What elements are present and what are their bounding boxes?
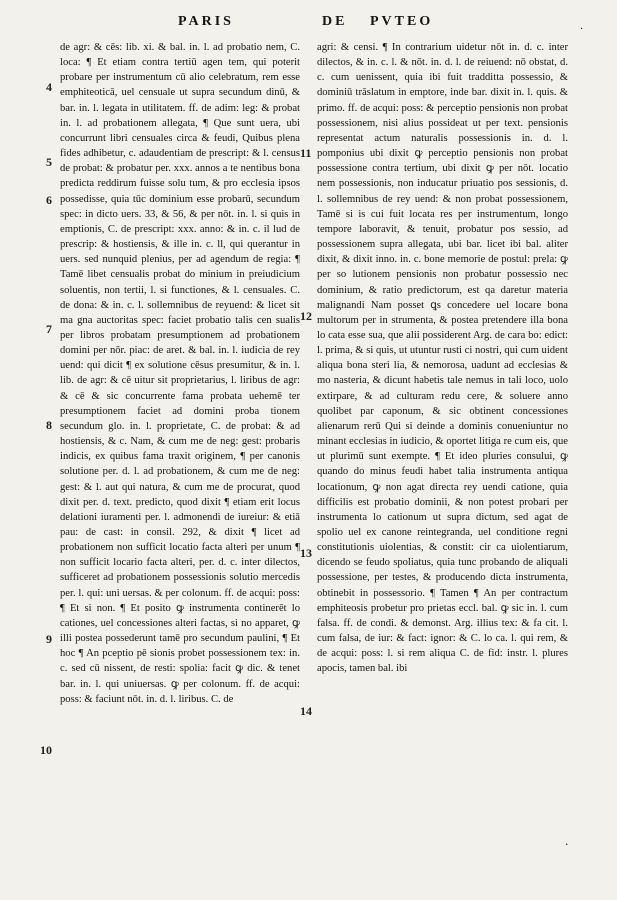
running-head-left: PARIS (178, 14, 234, 29)
right-column-text: agri: & censi. ¶ In contrarium uidetur nōt in. d. c. inter dilectos, & in. c. l. & nōt. in. d. l. de reiuend: nō obstat, d. c. cum uenissent, quia ibi fuit tradditta possessio, & dominiū trāslatum in emptore, inde bar. dixit in. l. quis. & primo. ff. de acqui: poss: & perceptio pensionis non probat possessionem, nisi alius possideat ut per text. pensionis representat actum naturalis possessionis in. d. l. pomponius ubi dixit ꝙ perceptio pensionis non probat possessione contra tertium, ubi dixit ꝙ per nōt. locatio nem possessionis, non inducatur priuatio pos sessionis, d. l. sollemnibus de rey uend: & non probat possessionem, Tamē si is cui fuit locata res per instrumentum, longo tempore laboravit, & tenuit, probatur pos sessio, ad possessionem supra allegata, ubi bar. licet ibi bal. aliter dixit, & dixit inno. in. c. bone memorie de postul: prela: ꝙ per so lutionem pensionis non probatur possessio nec dominium, & ratio predictorum, est qa daretur materia malignandi Nam posset ꝗs concedere uel locare bona multorum per in strumenta, & postea pretendere illa bona lo cata esse sua, que alii possiderent Arg. de cara bo: edict: l. prima, & si quis, ut utuntur rusti ci nostri, qui cum uident aliqua bona steri lia, & nemorosa, uadunt ad ecclesias & mo nasteria, & dicunt habetis tale nemus in tali loco, uolo extirpare, & ad culturam redu cere, & soluere anno quolibet par caponum, & sic obtinent concessiones alienarum rerū Qui si deinde a dominis conueniuntur no minant ecclesias in iudicio, & oportet litiga re cum eis, que ut plurimū sunt exempte. ¶ Et ideo pluries consului, ꝙ quando do minus feudi habet talia instrumenta antiqua locationum, ꝙ non agat directa rey uendi catione, quia difficilis est probatio dominii, & non potest probari per instrumenta lo cationum ut supra dictum, sed agat de spolio uel ex canone reintegranda, uel conditione regni constitutionis uiolentias, & constit: cir ca uiolentiarum, dicendo se feudo spoliatus, quia tunc probando de aliquali possessione, per testes, & producendo dicta instrumenta, obtinebit in possessorio. ¶ Tamen ¶ An per contractum emphiteosis probetur pro prietas eccl. bal. ꝙ sic in. l. cum falsa. ff. de condi. & demonst. Arg. illius tex: & fa cit. l. cum falsa, de iur: & fact: ignor: & C. lo ca. l. qui rem, & de acqui: poss: l. si rem aliqua C. de fid: instr. l. plures apocis, tamen bal. ibi (317, 42, 568, 675)
margin-number-7: 7 (46, 322, 52, 336)
corner-mark: · (580, 24, 584, 35)
margin-number-10: 10 (40, 743, 52, 757)
margin-number-11: 11 (300, 146, 312, 160)
margin-number-5: 5 (46, 155, 52, 169)
running-head-right: PVTEO (370, 14, 434, 29)
running-head (0, 8, 617, 34)
margin-number-13: 13 (300, 546, 312, 560)
left-column (60, 40, 300, 830)
right-column (317, 40, 568, 830)
footer-mark: · (565, 838, 569, 851)
left-column-text: de agr: & cēs: lib. xi. & bal. in. l. ad probatio nem, C. loca: ¶ Et etiam contra tertiū agen tem, qui poterit probare per instrumentum cū alio celebratum, rem esse emphiteoticā, uel censuale ut supra secundum dinū, & bar. in. l. legata in utilitatem. ff. de adim: leg: & probat in. l. ad probationem allegata, ¶ Que sunt uera, ubi concurrunt libri censuales circa & feudi, Quibus plena fides adhibetur, c. adaudentiam de prescript: & l. census de probat: & probatur per. xxx. annos a te nentibus bona predicta reddirum fuisse solu tum, & pro ecclesia ipsos possedisse, quia tūc dominium esse probarū, secundum spec: in dicto uers. 33, & 56, & per nōt. in. l. si quis in emptionis, C. de prescript: xxx. anno: & in. c. il lud de prescrip: & hostiensis, & ille in. c. ll, qui querantur in uers. sed nunquid plenius, per ad agendum de regia: ¶ Tamē libet censualis probat do minium in preiudicium soluentis, non tertii, l. si functiones, & l. censuales. C. de dona: & in. c. l. sollemnibus de reyuend: & licet sit ma gna auctoritas spec: faciet probatio talis cen sualis per libros probatam presumptionem ad probationem domini per nōr. piac: de aret. & bal. in. l. iudicia de rey uend: qui dicit ¶ ex solutione cēsus presumitur, & in. l. lib. de agr: & cē uitur sit proprietarius, l. liribus de agr: & cē & sic concurrente fama probata uehemē ter presumptionem faciet ad domini proba tionem secundum glo. in. l. proprietate, C. de probat: & ad hostiensis, & c. Nam, & cum me de neg: gest: probaris indicis, ex quibus fama traxit originem, ¶ per canonis solutione per. d. l. ad probationem, & cum me de neg: gest: & l. aut qui natura, & cum me de procurat, quod dixit per. d. text. predicto, quod dixit ¶ etiam erit locus delationi iuramenti per. l. admonendi de iureiur: & etiā pau: de cast: in consil. 292, & dixit ¶ licet ad probationem non sufficit locatio facta alteri per unum ¶ non sufficit locario facta alteri, per. d. c. inter dilectos, sufficeret ad probationem possessionis solutio mercedis per. l. qui: uni uersas. & per colonum. ff. de acqui: poss: ¶ Et si non. ¶ Et posito ꝙ instrumenta continerēt lo cationes, uel concessiones alteri factas, si no apparet, ꝙ illi postea possederunt tamē pro secundum paulini, ¶ Et hoc ¶ An pceptio pē sionis probet possessionem tex: in. c. sed cū nissent, de resti: spolia: facit ꝙ dic. & tenet bar. in. l. qui uniuersas. ꝙ per colonum. ff. de acqui: poss: & faciunt nōt. in. d. l. liribus. C. de (60, 42, 300, 705)
margin-number-14: 14 (300, 704, 312, 718)
margin-number-12: 12 (300, 309, 312, 323)
running-head-middle: DE (322, 14, 348, 29)
margin-number-9: 9 (46, 632, 52, 646)
margin-number-4: 4 (46, 80, 52, 94)
margin-number-8: 8 (46, 418, 52, 432)
margin-number-6: 6 (46, 193, 52, 207)
